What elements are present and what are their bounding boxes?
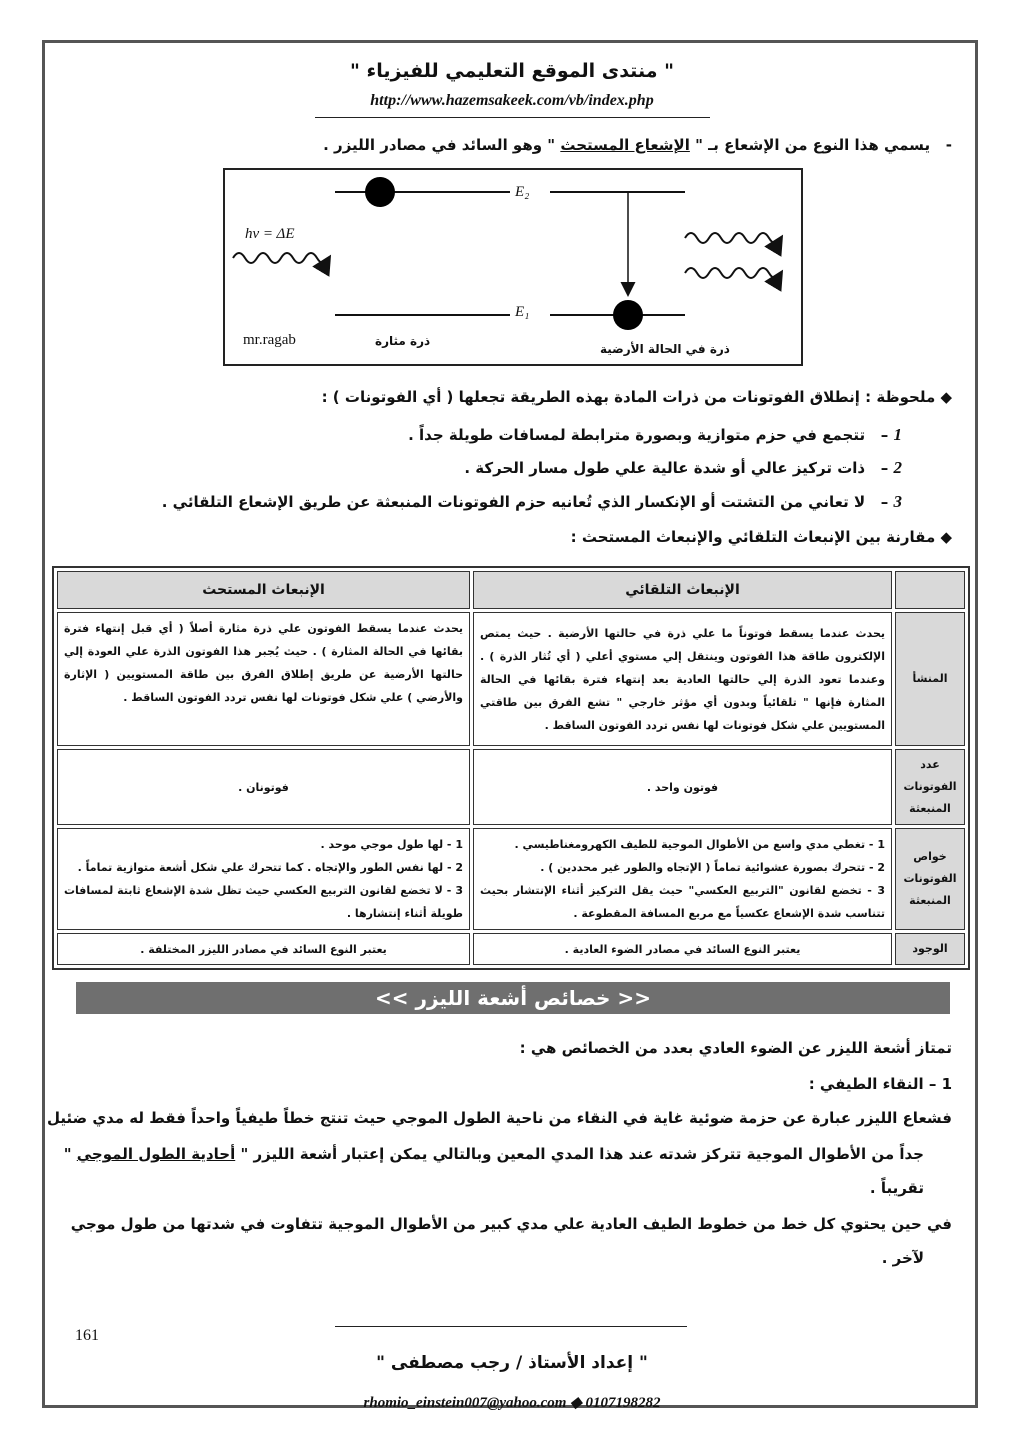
para1-term: أحادية الطول الموجي bbox=[76, 1145, 236, 1163]
intro-dash: - bbox=[945, 136, 952, 154]
section-banner: << خصائص أشعة الليزر >> bbox=[76, 982, 950, 1014]
emitted-photon-wave-2 bbox=[685, 268, 781, 278]
note-item-2-text: ذات تركيز عالي أو شدة عالية علي طول مسار الحركة . bbox=[464, 459, 866, 477]
para2-line2: لآخر . bbox=[881, 1249, 924, 1267]
intro-line bbox=[323, 136, 952, 154]
page-number: 161 bbox=[75, 1327, 99, 1344]
forum-url[interactable]: http://www.hazemsakeek.com/vb/index.php bbox=[370, 92, 654, 109]
diagram-author: mr.ragab bbox=[243, 332, 296, 348]
note-item-1-text: تتجمع في حزم متوازية وبصورة مترابطة لمسافات طويلة جداً . bbox=[408, 426, 866, 444]
para1-line3: تقريباً . bbox=[869, 1179, 924, 1197]
section-item-title: 1 – النقاء الطيفي : bbox=[808, 1075, 952, 1093]
footer-author: " إعداد الأستاذ / رجب مصطفى " bbox=[376, 1353, 648, 1373]
forum-title: " منتدى الموقع التعليمي للفيزياء " bbox=[350, 60, 674, 82]
ground-atom-label: ذرة في الحالة الأرضية bbox=[600, 342, 730, 356]
intro-suffix: " وهو السائد في مصادر الليزر . bbox=[323, 136, 561, 154]
props-stimulated-2: 2 - لها نفس الطور والإتجاه . كما تتحرك علي شكل أشعة متوازية تماماً . bbox=[77, 861, 463, 874]
table-row-origin bbox=[57, 612, 965, 746]
table-row-presence bbox=[57, 933, 965, 965]
note-item-3-text: لا تعاني من التشتت أو الإنكسار الذي تُعانيه حزم الفوتونات المنبعثة عن طريق الإشعاع التلقائي . bbox=[161, 493, 866, 511]
header-stimulated: الإنبعاث المستحث bbox=[57, 571, 470, 609]
row-label-presence: الوجود bbox=[895, 933, 965, 965]
stimulated-emission-diagram bbox=[223, 168, 803, 366]
note-item-3: 3 – لا تعاني من التشتت أو الإنكسار الذي تُعانيه حزم الفوتونات المنبعثة عن طريق الإشعاع التلقائي . bbox=[161, 492, 902, 511]
props-spontaneous-2: 2 - تتحرك بصورة عشوائية تماماً ( الإتجاه والطور غير محددين ) . bbox=[540, 861, 885, 874]
footer-contact: rhomio_einstein007@yahoo.com ◆ 0107198282 bbox=[363, 1395, 661, 1411]
ground-electron bbox=[613, 300, 643, 330]
intro-term: الإشعاع المستحث bbox=[560, 136, 690, 154]
row-label-properties: خواص الفوتونات المنبعثة bbox=[895, 828, 965, 930]
note-item-1: 1 – تتجمع في حزم متوازية وبصورة مترابطة لمسافات طويلة جداً . bbox=[408, 425, 902, 444]
section-lead: تمتاز أشعة الليزر عن الضوء العادي بعدد من الخصائص هي : bbox=[519, 1039, 952, 1057]
count-stimulated: فوتونان . bbox=[57, 749, 470, 825]
props-stimulated-1: 1 - لها طول موجي موحد . bbox=[320, 838, 463, 851]
presence-stimulated: يعتبر النوع السائد في مصادر الليزر المختلفة . bbox=[57, 933, 470, 965]
row-label-origin: المنشأ bbox=[895, 612, 965, 746]
para1-line2-text: جداً من الأطوال الموجية تتركز شدته عند هذا المدي المعين وبالتالي يمكن إعتبار أشعة الليزر " bbox=[235, 1145, 924, 1163]
excited-atom-label: ذرة مثارة bbox=[375, 334, 431, 348]
props-stimulated-3: 3 - لا تخضع لقانون التربيع العكسي حيث تظل شدة الإشعاع ثابتة لمسافات طويلة أثناء إنتشارها . bbox=[64, 884, 463, 920]
presence-spontaneous: يعتبر النوع السائد في مصادر الضوء العادية . bbox=[473, 933, 892, 965]
diagram-svg bbox=[225, 170, 801, 364]
origin-stimulated: يحدث عندما يسقط الفوتون علي ذرة مثارة أصلاً ( أي قبل إنتهاء فترة بقائها في الحالة المثارة ) . حيث يُجبر هذا الفوتون الذرة علي العودة إلي حالتها الأرضية عن طريق إطلاق الفرق بين طاقة المستويين ( الإثارة والأرضي ) علي شكل فوتونات لها نفس تردد الفوتون الساقط . bbox=[57, 612, 470, 746]
note-title: ◆ ملحوظة : إنطلاق الفوتونات من ذرات المادة بهذه الطريقة تجعلها ( أي الفوتونات ) : bbox=[321, 388, 952, 406]
excited-electron bbox=[365, 177, 395, 207]
footer-divider bbox=[335, 1326, 687, 1327]
note-item-2: 2 – ذات تركيز عالي أو شدة عالية علي طول مسار الحركة . bbox=[464, 458, 902, 477]
note-item-1-num: 1 bbox=[893, 425, 902, 444]
note-item-2-num: 2 bbox=[893, 458, 902, 477]
header-divider bbox=[315, 117, 710, 118]
header-spontaneous: الإنبعاث التلقائي bbox=[473, 571, 892, 609]
comparison-table bbox=[52, 566, 970, 970]
intro-prefix: يسمي هذا النوع من الإشعاع بـ " bbox=[689, 136, 931, 154]
props-spontaneous-1: 1 - تغطي مدي واسع من الأطوال الموجية للطيف الكهرومغناطيسي . bbox=[514, 838, 885, 851]
props-spontaneous bbox=[473, 828, 892, 930]
count-spontaneous: فوتون واحد . bbox=[473, 749, 892, 825]
props-stimulated bbox=[57, 828, 470, 930]
incident-energy-label: hν = ΔE bbox=[245, 226, 295, 242]
incident-photon-wave bbox=[233, 253, 329, 263]
para1-line1: فشعاع الليزر عبارة عن حزمة ضوئية غاية في النقاء من ناحية الطول الموجي حيث تنتج خطاً طيفياً واحداً فقط له مدي ضئيل bbox=[47, 1109, 952, 1127]
upper-level-label: E₂ bbox=[515, 184, 530, 200]
origin-spontaneous: يحدث عندما يسقط فوتوناً ما علي ذرة في حالتها الأرضية . حيث يمتص الإلكترون طاقة هذا الفوتون وينتقل إلي مستوي أعلي ( أي تُثار الذرة ) . وعندما تعود الذرة إلي حالتها العادية بعد إنتهاء فترة بقائها في الحالة المثارة فإنها " تلقائياً وبدون أي مؤثر خارجي " تشع الفرق بين طاقتي المستويين علي شكل فوتونات لها نفس تردد الفوتون الساقط . bbox=[473, 612, 892, 746]
props-spontaneous-3: 3 - تخضع لقانون "التربيع العكسي" حيث يقل التركيز أثناء الإنتشار بحيث تتناسب شدة الإشعاع عكسياً مع مربع المسافة المقطوعة . bbox=[480, 884, 885, 920]
comparison-title: ◆ مقارنة بين الإنبعاث التلقائي والإنبعاث المستحث : bbox=[570, 528, 952, 546]
para1-close: " bbox=[63, 1145, 77, 1163]
note-item-3-num: 3 bbox=[893, 492, 902, 511]
para2-line1: في حين يحتوي كل خط من خطوط الطيف العادية علي مدي كبير من الأطوال الموجية تتفاوت في شدتها من طول موجي bbox=[70, 1215, 952, 1233]
table-header-row bbox=[57, 571, 965, 609]
para1-line2 bbox=[64, 1136, 924, 1172]
table-row-properties bbox=[57, 828, 965, 930]
row-label-count: عدد الفوتونات المنبعثة bbox=[895, 749, 965, 825]
lower-level-label: E₁ bbox=[515, 304, 530, 320]
table-row-count bbox=[57, 749, 965, 825]
header-corner bbox=[895, 571, 965, 609]
emitted-photon-wave-1 bbox=[685, 233, 781, 243]
